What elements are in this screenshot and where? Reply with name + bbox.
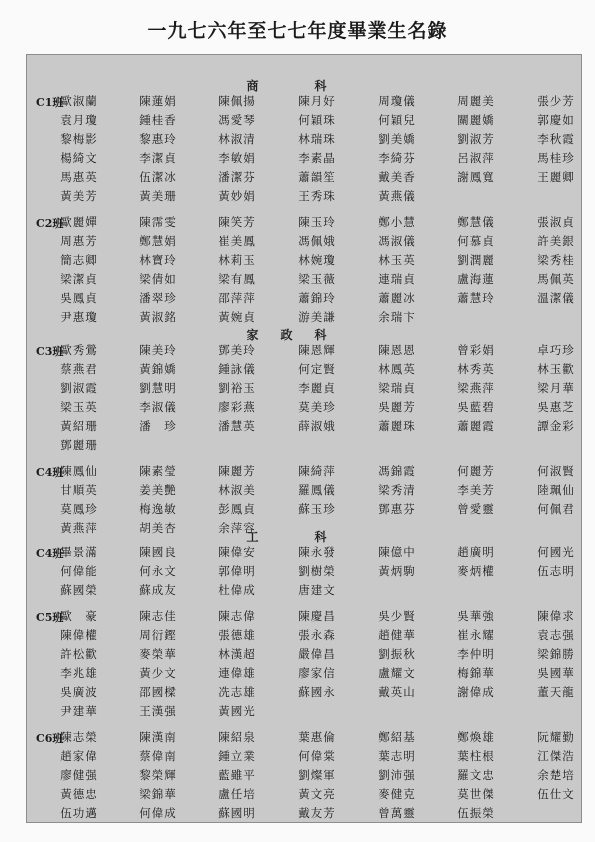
graduate-name: 莫美珍 — [298, 400, 336, 414]
graduate-name: 連瑞貞 — [378, 272, 416, 286]
graduate-name: 曾愛靈 — [457, 502, 495, 516]
graduate-name: 鄭紹基 — [378, 730, 416, 744]
graduate-name: 余瑞卞 — [378, 310, 416, 324]
graduate-name: 莫世傑 — [457, 787, 495, 801]
name-row — [0, 729, 595, 748]
graduate-name: 陳偉安 — [218, 545, 256, 559]
graduate-name: 林莉玉 — [218, 253, 256, 267]
graduate-name: 梅錦華 — [457, 666, 495, 680]
graduate-name: 蘇國明 — [218, 806, 256, 820]
graduate-name: 張德雄 — [218, 628, 256, 642]
graduate-name: 梁玉薇 — [298, 272, 336, 286]
name-row — [0, 188, 595, 207]
graduate-name: 陳志偉 — [218, 609, 256, 623]
graduate-name: 余萍容 — [218, 521, 256, 535]
graduate-name: 吳惠芝 — [537, 400, 575, 414]
graduate-name: 戴英山 — [378, 685, 416, 699]
name-row — [0, 131, 595, 150]
graduate-name: 林玉歡 — [537, 362, 575, 376]
graduate-name: 廖健强 — [60, 768, 98, 782]
graduate-name: 陳綺萍 — [298, 464, 336, 478]
graduate-name: 梁秀清 — [378, 483, 416, 497]
graduate-name: 伍潔冰 — [139, 170, 177, 184]
graduate-name: 畢景滿 — [60, 545, 98, 559]
graduate-name: 鄭慧儀 — [457, 215, 495, 229]
graduate-name: 阮耀勤 — [537, 730, 575, 744]
graduate-name: 廖家信 — [298, 666, 336, 680]
graduate-name: 梅逸敏 — [139, 502, 177, 516]
name-row — [0, 748, 595, 767]
graduate-name: 李麗貞 — [298, 381, 336, 395]
graduate-name: 廖彩燕 — [218, 400, 256, 414]
graduate-name: 何穎珠 — [298, 113, 336, 127]
graduate-name: 董天龍 — [537, 685, 575, 699]
graduate-name: 黃妙娟 — [218, 189, 256, 203]
graduate-name: 陳笑芳 — [218, 215, 256, 229]
graduate-name: 歐秀鶯 — [60, 343, 98, 357]
graduate-name: 蕭麗珠 — [378, 419, 416, 433]
graduate-name: 黃炳駒 — [378, 564, 416, 578]
name-row — [0, 342, 595, 361]
graduate-name: 李淑儀 — [139, 400, 177, 414]
graduate-name: 林玉英 — [378, 253, 416, 267]
graduate-name: 黃德忠 — [60, 787, 98, 801]
graduate-name: 戴友芳 — [298, 806, 336, 820]
graduate-name: 郭慶如 — [537, 113, 575, 127]
graduate-name: 張少芳 — [537, 94, 575, 108]
graduate-name: 黃婉貞 — [218, 310, 256, 324]
graduate-name: 崔美鳳 — [218, 234, 256, 248]
graduate-name: 周瓊儀 — [378, 94, 416, 108]
name-row — [0, 361, 595, 380]
section-heading: 商 科 — [246, 79, 349, 93]
graduate-name: 趙廣明 — [457, 545, 495, 559]
graduate-name: 陳國良 — [139, 545, 177, 559]
graduate-name: 李秋霞 — [537, 132, 575, 146]
name-row — [0, 271, 595, 290]
graduate-name: 何偉能 — [60, 564, 98, 578]
graduate-name: 梁瑞貞 — [378, 381, 416, 395]
graduate-name: 蘇玉珍 — [298, 502, 336, 516]
graduate-name: 蘇國榮 — [60, 583, 98, 597]
graduate-name: 潘慧英 — [218, 419, 256, 433]
graduate-name: 陳月好 — [298, 94, 336, 108]
graduate-name: 歐麗嬋 — [60, 215, 98, 229]
graduate-name: 陳志佳 — [139, 609, 177, 623]
graduate-name: 馮佩娥 — [298, 234, 336, 248]
graduate-name: 何麗芳 — [457, 464, 495, 478]
graduate-name: 陳麗芳 — [218, 464, 256, 478]
class-label: C1班 — [36, 96, 64, 109]
graduate-name: 唐建文 — [298, 583, 336, 597]
graduate-name: 陳慶昌 — [298, 609, 336, 623]
graduate-name: 陳偉權 — [60, 628, 98, 642]
graduate-name: 葉志明 — [378, 749, 416, 763]
graduate-name: 林秀英 — [457, 362, 495, 376]
graduate-name: 張淑貞 — [537, 215, 575, 229]
graduate-name: 陳玉玲 — [298, 215, 336, 229]
graduate-name: 梁秀桂 — [537, 253, 575, 267]
graduate-name: 林寶玲 — [139, 253, 177, 267]
graduate-name: 蕭錦玲 — [298, 291, 336, 305]
graduate-name: 江傑浩 — [537, 749, 575, 763]
graduate-name: 馮淑儀 — [378, 234, 416, 248]
name-row — [0, 482, 595, 501]
graduate-name: 劉潤麗 — [457, 253, 495, 267]
graduate-name: 蕭韻笙 — [298, 170, 336, 184]
graduate-name: 劉燦軍 — [298, 768, 336, 782]
graduate-name: 王秀珠 — [298, 189, 336, 203]
class-label: C6班 — [36, 732, 64, 745]
graduate-name: 劉美嬌 — [378, 132, 416, 146]
graduate-name: 李敏娟 — [218, 151, 256, 165]
graduate-name: 姜美艷 — [139, 483, 177, 497]
graduate-name: 伍志明 — [537, 564, 575, 578]
graduate-name: 陸珮仙 — [537, 483, 575, 497]
graduate-name: 吳鳳貞 — [60, 291, 98, 305]
graduate-name: 黃錦嬌 — [139, 362, 177, 376]
graduate-name: 尹建華 — [60, 704, 98, 718]
name-row — [0, 233, 595, 252]
graduate-name: 何偉成 — [139, 806, 177, 820]
graduate-name: 張永森 — [298, 628, 336, 642]
name-row — [0, 150, 595, 169]
class-label: C5班 — [36, 611, 64, 624]
graduate-name: 周麗美 — [457, 94, 495, 108]
graduate-name: 林瑞珠 — [298, 132, 336, 146]
graduate-name: 蔡偉南 — [139, 749, 177, 763]
graduate-name: 鄭煥雄 — [457, 730, 495, 744]
graduate-name: 余楚培 — [537, 768, 575, 782]
graduate-name: 簡志卿 — [60, 253, 98, 267]
graduate-name: 何國光 — [537, 545, 575, 559]
graduate-name: 蕭慧玲 — [457, 291, 495, 305]
graduate-name: 蘇國永 — [298, 685, 336, 699]
graduate-name: 林婉瓊 — [298, 253, 336, 267]
graduate-name: 潘 珍 — [139, 419, 177, 433]
class-label: C4班 — [36, 547, 64, 560]
graduate-name: 許美銀 — [537, 234, 575, 248]
graduate-name: 李美芳 — [457, 483, 495, 497]
graduate-name: 潘潔芬 — [218, 170, 256, 184]
graduate-name: 麥榮華 — [139, 647, 177, 661]
name-row — [0, 563, 595, 582]
graduate-name: 溫潔儀 — [537, 291, 575, 305]
graduate-name: 王漢强 — [139, 704, 177, 718]
graduate-name: 尹惠瓊 — [60, 310, 98, 324]
graduate-name: 戴美香 — [378, 170, 416, 184]
graduate-name: 羅鳳儀 — [298, 483, 336, 497]
graduate-name: 陳美玲 — [139, 343, 177, 357]
graduate-name: 馬桂珍 — [537, 151, 575, 165]
graduate-name: 黃淑銘 — [139, 310, 177, 324]
graduate-name: 曾萬靈 — [378, 806, 416, 820]
name-row — [0, 463, 595, 482]
graduate-name: 黃美芳 — [60, 189, 98, 203]
class-label: C2班 — [36, 217, 64, 230]
name-row — [0, 665, 595, 684]
graduate-name: 陳鳳仙 — [60, 464, 98, 478]
graduate-name: 陳佩揚 — [218, 94, 256, 108]
name-row — [0, 767, 595, 786]
graduate-name: 陳霈雯 — [139, 215, 177, 229]
page-title: 一九七六年至七七年度畢業生名錄 — [147, 20, 448, 42]
graduate-name: 邵萍萍 — [218, 291, 256, 305]
graduate-name: 鍾詠儀 — [218, 362, 256, 376]
name-row — [0, 214, 595, 233]
graduate-name: 鄧美玲 — [218, 343, 256, 357]
name-row — [0, 93, 595, 112]
graduate-name: 陳恩輝 — [298, 343, 336, 357]
graduate-name: 林鳳英 — [378, 362, 416, 376]
graduate-name: 袁月瓊 — [60, 113, 98, 127]
graduate-name: 謝偉成 — [457, 685, 495, 699]
graduate-name: 劉振秋 — [378, 647, 416, 661]
graduate-name: 郭偉明 — [218, 564, 256, 578]
name-row — [0, 582, 595, 601]
graduate-name: 梁錦勝 — [537, 647, 575, 661]
graduate-name: 黃燕萍 — [60, 521, 98, 535]
graduate-name: 馮錦霞 — [378, 464, 416, 478]
graduate-name: 何淑賢 — [537, 464, 575, 478]
graduate-name: 何偉棠 — [298, 749, 336, 763]
name-row — [0, 290, 595, 309]
name-row — [0, 437, 595, 456]
graduate-name: 胡美杏 — [139, 521, 177, 535]
graduate-name: 梁潔貞 — [60, 272, 98, 286]
graduate-name: 何永文 — [139, 564, 177, 578]
class-label: C4班 — [36, 466, 64, 479]
name-row — [0, 418, 595, 437]
graduate-name: 吳廣波 — [60, 685, 98, 699]
graduate-name: 李兆雄 — [60, 666, 98, 680]
graduate-name: 吳少賢 — [378, 609, 416, 623]
graduate-name: 陳志榮 — [60, 730, 98, 744]
graduate-name: 薛淑娥 — [298, 419, 336, 433]
graduate-name: 梁倩如 — [139, 272, 177, 286]
graduate-name: 林漢超 — [218, 647, 256, 661]
name-row — [0, 169, 595, 188]
graduate-name: 彭鳳貞 — [218, 502, 256, 516]
graduate-name: 黃紹珊 — [60, 419, 98, 433]
graduate-name: 陳蓮娟 — [139, 94, 177, 108]
graduate-name: 陳偉求 — [537, 609, 575, 623]
graduate-name: 伍振榮 — [457, 806, 495, 820]
graduate-name: 鄭慧娟 — [139, 234, 177, 248]
graduate-name: 蘇成友 — [139, 583, 177, 597]
graduate-name: 麥炳權 — [457, 564, 495, 578]
graduate-name: 連偉雄 — [218, 666, 256, 680]
graduate-name: 葉柱根 — [457, 749, 495, 763]
graduate-name: 盧任培 — [218, 787, 256, 801]
graduate-name: 馬惠英 — [60, 170, 98, 184]
graduate-name: 甘順英 — [60, 483, 98, 497]
name-row — [0, 252, 595, 271]
graduate-name: 邵國樑 — [139, 685, 177, 699]
graduate-name: 黎惠玲 — [139, 132, 177, 146]
section-heading: 家政科 — [246, 328, 349, 342]
graduate-name: 歐 豪 — [60, 609, 98, 623]
graduate-name: 林淑美 — [218, 483, 256, 497]
graduate-name: 劉樹榮 — [298, 564, 336, 578]
graduate-name: 周衍鏗 — [139, 628, 177, 642]
graduate-name: 盧耀文 — [378, 666, 416, 680]
graduate-name: 黃國光 — [218, 704, 256, 718]
class-label: C3班 — [36, 345, 64, 358]
graduate-name: 劉慧明 — [139, 381, 177, 395]
name-row — [0, 684, 595, 703]
graduate-name: 梁錦華 — [139, 787, 177, 801]
graduate-name: 鄧惠芬 — [378, 502, 416, 516]
graduate-name: 潘翠珍 — [139, 291, 177, 305]
graduate-name: 伍仕文 — [537, 787, 575, 801]
graduate-name: 陳紹泉 — [218, 730, 256, 744]
graduate-name: 林淑清 — [218, 132, 256, 146]
graduate-name: 羅文忠 — [457, 768, 495, 782]
graduate-name: 周惠芳 — [60, 234, 98, 248]
graduate-name: 何慕貞 — [457, 234, 495, 248]
graduate-name: 劉淑霞 — [60, 381, 98, 395]
name-row — [0, 627, 595, 646]
name-row — [0, 544, 595, 563]
graduate-name: 梁燕萍 — [457, 381, 495, 395]
graduate-name: 李素晶 — [298, 151, 336, 165]
graduate-name: 黎梅影 — [60, 132, 98, 146]
graduate-name: 陳漢南 — [139, 730, 177, 744]
graduate-name: 何定賢 — [298, 362, 336, 376]
name-row — [0, 805, 595, 824]
graduate-name: 崔永耀 — [457, 628, 495, 642]
graduate-name: 蕭麗冰 — [378, 291, 416, 305]
name-row — [0, 380, 595, 399]
graduate-name: 何佩君 — [537, 502, 575, 516]
graduate-name: 鄧麗珊 — [60, 438, 98, 452]
graduate-name: 鍾桂香 — [139, 113, 177, 127]
name-row — [0, 786, 595, 805]
graduate-name: 游美謙 — [298, 310, 336, 324]
graduate-name: 李潔貞 — [139, 151, 177, 165]
graduate-name: 杜偉成 — [218, 583, 256, 597]
name-row — [0, 646, 595, 665]
graduate-name: 王麗卿 — [537, 170, 575, 184]
graduate-name: 趙家偉 — [60, 749, 98, 763]
graduate-name: 梁玉英 — [60, 400, 98, 414]
graduate-name: 陳素瑩 — [139, 464, 177, 478]
graduate-name: 麥健克 — [378, 787, 416, 801]
graduate-name: 蔡燕君 — [60, 362, 98, 376]
graduate-name: 吳華強 — [457, 609, 495, 623]
graduate-name: 黃少文 — [139, 666, 177, 680]
graduate-name: 呂淑萍 — [457, 151, 495, 165]
graduate-name: 伍功邁 — [60, 806, 98, 820]
name-row — [0, 501, 595, 520]
graduate-name: 吳國華 — [537, 666, 575, 680]
name-row — [0, 112, 595, 131]
name-row — [0, 399, 595, 418]
graduate-name: 吳藍碧 — [457, 400, 495, 414]
graduate-name: 梁月華 — [537, 381, 575, 395]
graduate-name: 吳麗芳 — [378, 400, 416, 414]
graduate-name: 陳永發 — [298, 545, 336, 559]
graduate-name: 劉沛强 — [378, 768, 416, 782]
graduate-name: 鍾立業 — [218, 749, 256, 763]
graduate-name: 藍雖平 — [218, 768, 256, 782]
graduate-name: 黃文亮 — [298, 787, 336, 801]
graduate-name: 劉淑芳 — [457, 132, 495, 146]
graduate-name: 李仲明 — [457, 647, 495, 661]
graduate-name: 卓巧珍 — [537, 343, 575, 357]
graduate-name: 嚴偉昌 — [298, 647, 336, 661]
graduate-name: 何穎兒 — [378, 113, 416, 127]
graduate-name: 梁有鳳 — [218, 272, 256, 286]
graduate-name: 劉裕玉 — [218, 381, 256, 395]
graduate-name: 黎榮輝 — [139, 768, 177, 782]
graduate-name: 譚金彩 — [537, 419, 575, 433]
graduate-name: 馮愛琴 — [218, 113, 256, 127]
graduate-name: 鄭小慧 — [378, 215, 416, 229]
graduate-name: 莫鳳珍 — [60, 502, 98, 516]
graduate-name: 盧海蓮 — [457, 272, 495, 286]
graduate-name: 關麗嬌 — [457, 113, 495, 127]
graduate-name: 李綺芬 — [378, 151, 416, 165]
graduate-name: 黃燕儀 — [378, 189, 416, 203]
graduate-name: 歐淑蘭 — [60, 94, 98, 108]
name-row — [0, 608, 595, 627]
graduate-name: 葉惠倫 — [298, 730, 336, 744]
graduate-name: 袁志强 — [537, 628, 575, 642]
graduate-name: 蕭麗霞 — [457, 419, 495, 433]
graduate-name: 馬佩英 — [537, 272, 575, 286]
graduate-name: 冼志雄 — [218, 685, 256, 699]
section-heading: 工 科 — [246, 530, 349, 544]
graduate-name: 楊綺文 — [60, 151, 98, 165]
graduate-name: 許松歡 — [60, 647, 98, 661]
graduate-name: 黃美珊 — [139, 189, 177, 203]
graduate-name: 謝鳳寬 — [457, 170, 495, 184]
graduate-name: 陳億中 — [378, 545, 416, 559]
graduate-name: 曾彩娟 — [457, 343, 495, 357]
graduate-name: 趙健華 — [378, 628, 416, 642]
name-row — [0, 703, 595, 722]
graduate-name: 陳恩恩 — [378, 343, 416, 357]
